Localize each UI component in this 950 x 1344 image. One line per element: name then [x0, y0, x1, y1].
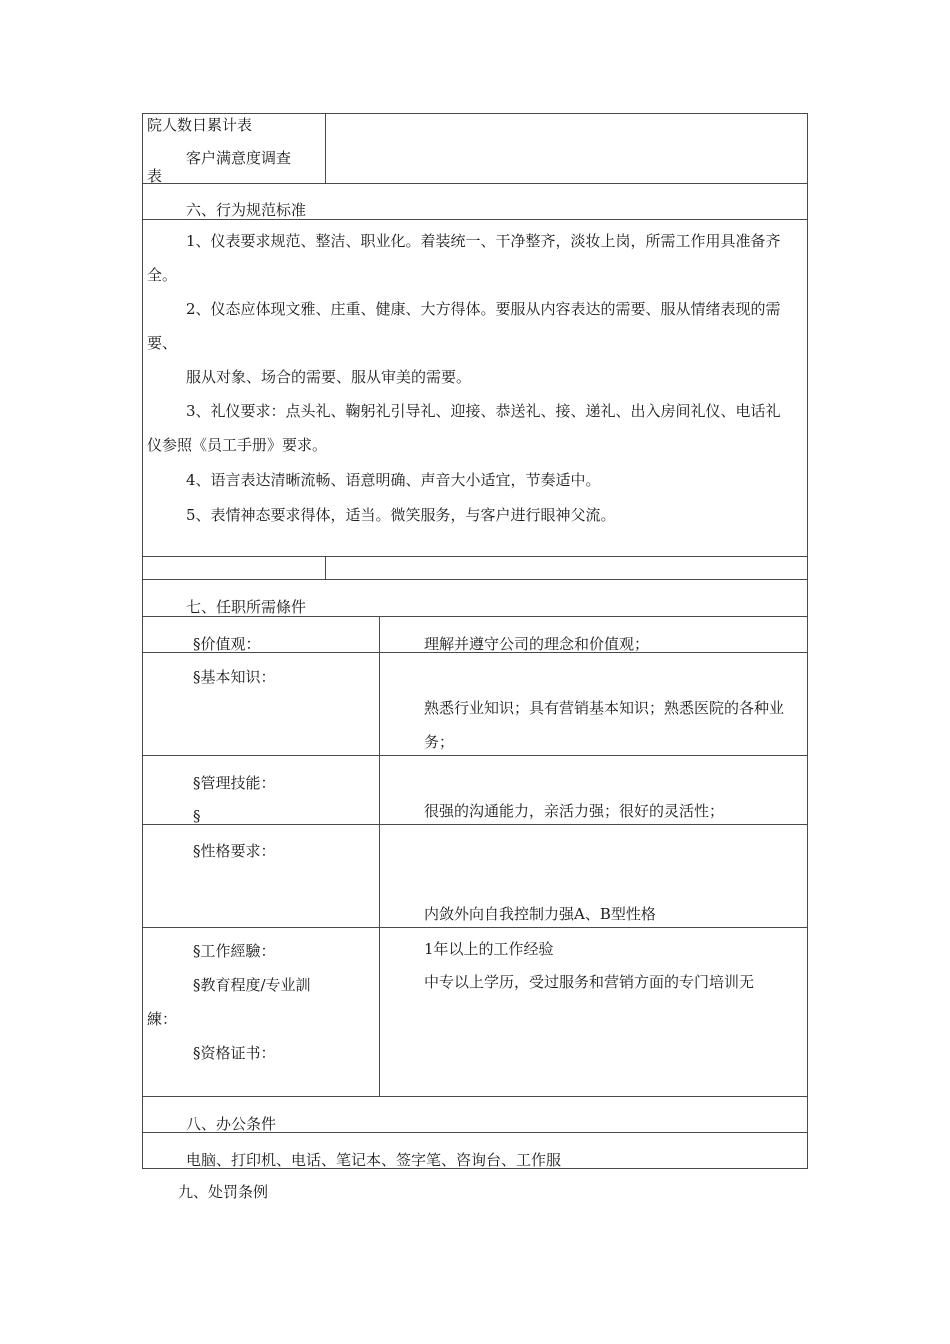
personality-label: §性格要求： [193, 842, 276, 860]
values-value: 理解并遵守公司的理念和价值观； [424, 635, 650, 653]
section9-heading: 九、处罚条例 [178, 1183, 269, 1201]
row-divider [142, 1096, 808, 1097]
column-divider [325, 556, 326, 579]
section6-item-1: 1、仪表要求规范、整洁、职业化。着装统一、干净整齐，淡妆上岗，所需工作用具准备齐全。 [147, 232, 781, 284]
section8-items: 电脑、打印机、电话、笔记本、签字笔、咨询台、工作服 [186, 1151, 562, 1169]
row-divider [142, 824, 808, 825]
column-divider [325, 113, 326, 183]
section6-item-3: 3、礼仪要求：点头礼、鞠躬礼引导礼、迎接、恭送礼、接、递礼、出入房间礼仪、电话礼仪参照《员工手册》要求。 [147, 402, 781, 454]
row-divider [142, 579, 808, 580]
row-divider [142, 927, 808, 928]
experience-value: 1年以上的工作经验 [424, 940, 554, 958]
top-cell-line-3: 表 [147, 167, 163, 185]
top-cell-line-1: 院人数日累计表 [147, 116, 253, 134]
top-cell-line-2: 客户满意度调查 [186, 149, 292, 167]
row-divider [142, 556, 808, 557]
values-label: §价值观： [193, 635, 261, 653]
education-label-cont: 練： [147, 1010, 178, 1028]
section6-item-2-cont: 服从对象、场合的需要、服从审美的需要。 [186, 368, 472, 386]
section6-heading: 六、行为规范标准 [186, 201, 307, 219]
mgmt-label: §管理技能： [193, 774, 276, 792]
experience-label: §工作經驗： [193, 942, 276, 960]
knowledge-value: 熟悉行业知识；具有营销基本知识；熟悉医院的各种业务； [424, 699, 785, 751]
section6-item-5: 5、表情神态要求得体，适当。微笑服务，与客户进行眼神父流。 [186, 506, 616, 524]
certificate-label: §资格证书： [193, 1044, 276, 1062]
education-label: §教育程度/专业訓 [193, 976, 311, 994]
mgmt-mark: § [193, 807, 201, 825]
column-divider [379, 616, 380, 1096]
row-divider [142, 183, 808, 184]
section6-item-2: 2、仪态应体现文雅、庄重、健康、大方得体。要服从内容表达的需要、服从情绪表现的需要、 [147, 300, 781, 352]
section6-item-4: 4、语言表达清晰流畅、语意明确、声音大小适宜，节奏适中。 [186, 471, 601, 489]
section8-heading: 八、办公条件 [186, 1115, 277, 1133]
education-value: 中专以上学历，受过服务和营销方面的专门培训无 [424, 973, 755, 991]
mgmt-value: 很强的沟通能力，亲活力强；很好的灵活性； [424, 802, 725, 820]
section7-heading: 七、任职所需條件 [186, 598, 307, 616]
personality-value: 内敛外向自我控制力强A、B型性格 [424, 905, 656, 923]
knowledge-label: §基本知识： [193, 668, 276, 686]
